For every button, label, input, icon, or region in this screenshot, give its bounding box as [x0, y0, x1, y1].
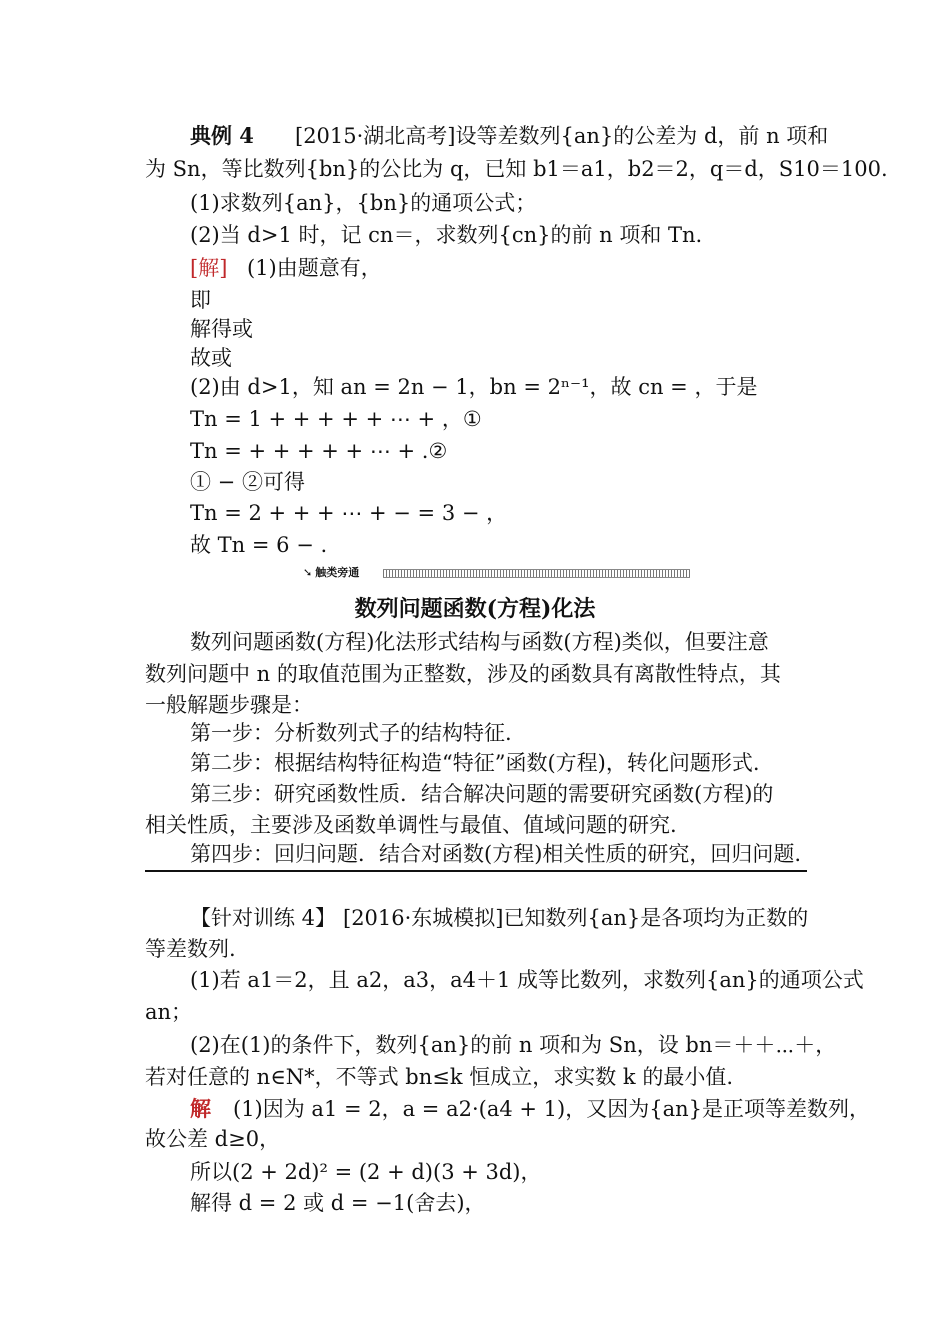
solution-line-4: (2)由 d>1，知 an = 2n − 1，bn = 2ⁿ⁻¹，故 cn = ，于是: [190, 375, 758, 399]
method-step-2: 第二步：根据结构特征构造“特征”函数(方程)，转化问题形式.: [190, 751, 760, 775]
example-line-3: (1)求数列{an}，{bn}的通项公式；: [190, 191, 537, 215]
solution-line-8: Tn = 2 + + + ⋯ + − = 3 − ，: [190, 501, 508, 525]
training-solution-tag: [190, 1094, 211, 1124]
example-label: [190, 121, 254, 151]
training-line-4: an；: [145, 1000, 193, 1024]
training-solution-line-3: 解得 d = 2 或 d = −1(舍去)，: [190, 1191, 486, 1215]
method-line-3: 一般解题步骤是：: [145, 693, 313, 717]
method-title: 数列问题函数(方程)化法: [354, 596, 596, 622]
solution-tag: [190, 253, 227, 283]
arrow-icon: ➘: [303, 566, 313, 579]
example-line-4: (2)当 d>1 时，记 cn＝，求数列{cn}的前 n 项和 Tn.: [190, 223, 703, 247]
training-solution-line-2: 所以(2 + 2d)² = (2 + d)(3 + 3d)，: [190, 1160, 542, 1184]
method-step-3: 第三步：研究函数性质．结合解决问题的需要研究函数(方程)的: [190, 782, 774, 806]
solution-line-7: ① − ②可得: [190, 470, 305, 494]
training-line-3: (1)若 a1＝2，且 a2，a3，a4＋1 成等比数列，求数列{an}的通项公式: [190, 968, 864, 992]
training-line-1: [2016·东城模拟]已知数列{an}是各项均为正数的: [343, 906, 809, 930]
section-separator: [303, 566, 690, 580]
solution-line-6: Tn = + + + + + ⋯ + .②: [190, 439, 448, 463]
solution-tag-text: [解]: [190, 256, 228, 280]
method-line-1: 数列问题函数(方程)化法形式结构与函数(方程)类似，但要注意: [190, 630, 769, 654]
training-label: 【针对训练 4】: [190, 906, 337, 930]
example-title: 典例 4: [190, 123, 254, 148]
method-step-3-cont: 相关性质，主要涉及函数单调性与最值、值域问题的研究.: [145, 813, 677, 837]
example-line-1: [2015·湖北高考]设等差数列{an}的公差为 d，前 n 项和: [295, 124, 829, 148]
example-line-2: 为 Sn，等比数列{bn}的公比为 q，已知 b1＝a1，b2＝2，q＝d，S10＝100.: [145, 157, 888, 181]
solution-line-9: 故 Tn = 6 − .: [190, 533, 328, 557]
solution-first-line: (1)由题意有，: [247, 256, 382, 280]
training-line-2: 等差数列.: [145, 937, 236, 961]
method-bottom-rule: [145, 870, 807, 872]
solution-line-5: Tn = 1 + + + + + ⋯ + ，①: [190, 407, 482, 431]
method-step-4: 第四步：回归问题．结合对函数(方程)相关性质的研究，回归问题.: [190, 842, 802, 866]
method-step-1: 第一步：分析数列式子的结构特征.: [190, 721, 512, 745]
separator-text: 触类旁通: [315, 566, 360, 579]
separator-hatch: [383, 569, 690, 578]
solution-line-2: 解得或: [190, 317, 253, 341]
solution-line-1: 即: [190, 288, 211, 312]
method-line-2: 数列问题中 n 的取值范围为正整数，涉及的函数具有离散性特点，其: [145, 662, 781, 686]
separator-label: [303, 566, 359, 580]
training-solution-first: (1)因为 a1 = 2，a = a2·(a4 + 1)，又因为{an}是正项等差数列，: [233, 1097, 870, 1121]
training-line-6: 若对任意的 n∈N*，不等式 bn≤k 恒成立，求实数 k 的最小值.: [145, 1065, 734, 1089]
training-solution-line-1: 故公差 d≥0，: [145, 1127, 281, 1151]
solution-line-3: 故或: [190, 346, 232, 370]
training-solution-tag-text: 解: [190, 1096, 211, 1121]
training-line-5: (2)在(1)的条件下，数列{an}的前 n 项和为 Sn，设 bn＝＋＋⋯＋，: [190, 1033, 837, 1057]
